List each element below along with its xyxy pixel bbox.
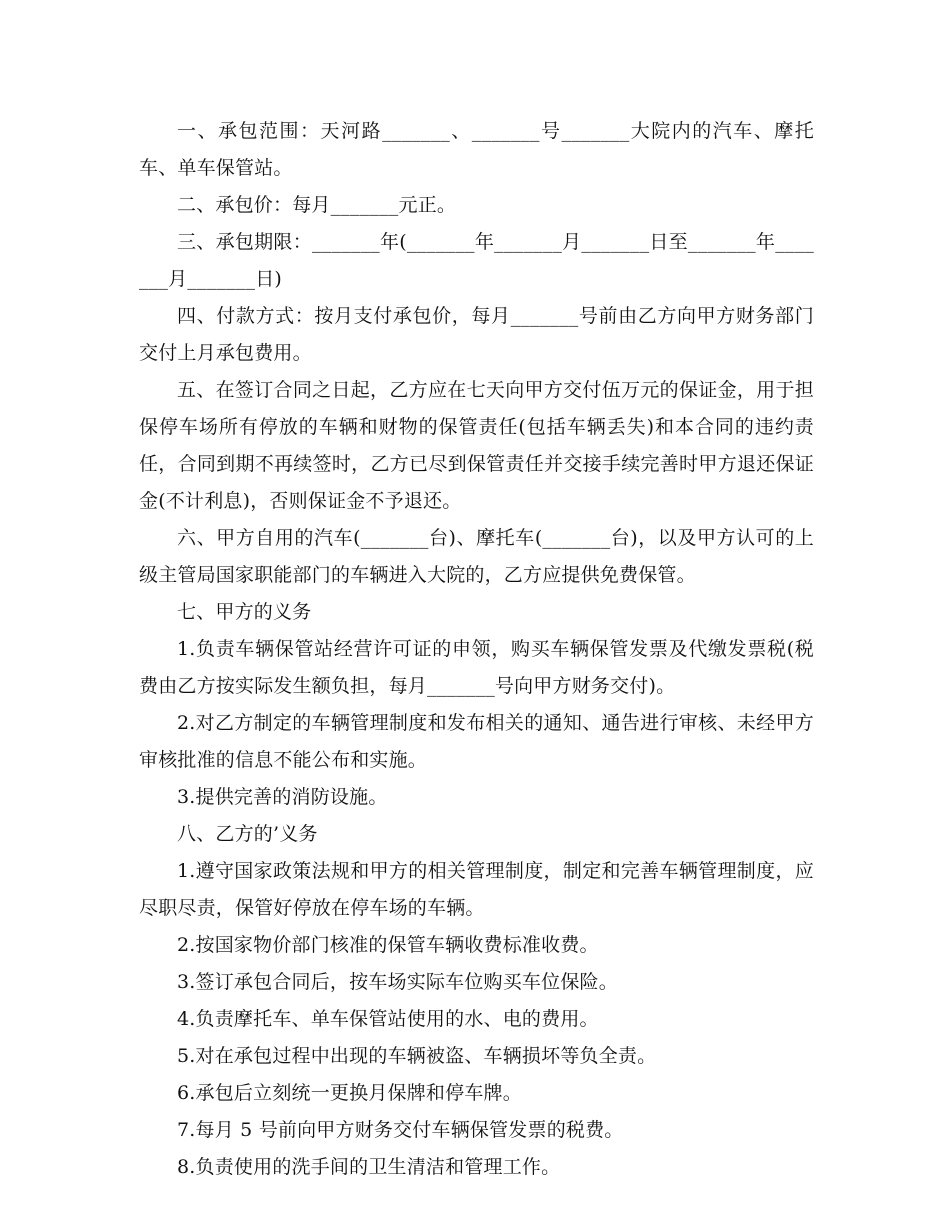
- party-b-duty-item: 7.每月 5 号前向甲方财务交付车辆保管发票的税费。: [177, 1119, 624, 1141]
- section-heading-party-b-duties: 八、乙方的’义务: [177, 823, 318, 845]
- party-b-duty-item: 4.负责摩托车、单车保管站使用的水、电的费用。: [177, 1008, 599, 1030]
- document-page: [139, 113, 814, 1186]
- party-b-duty-item: 2.按国家物价部门核准的保管车辆收费标准收费。: [177, 934, 599, 956]
- party-a-duty-item: 3.提供完善的消防设施。: [177, 786, 388, 808]
- party-a-duty-item: 2.对乙方制定的车辆管理制度和发布相关的通知、通告进行审核、未经甲方审核批准的信息不能公布和实施。: [139, 712, 814, 771]
- section-heading-party-a-duties: 七、甲方的义务: [177, 601, 312, 623]
- clause-scope: 一、承包范围：天河路_______、_______号_______大院内的汽车、摩托车、单车保管站。: [139, 120, 814, 179]
- clause-payment: 四、付款方式：按月支付承包价，每月_______号前由乙方向甲方财务部门交付上月承包费用。: [139, 305, 814, 364]
- party-b-duty-item: 5.对在承包过程中出现的车辆被盗、车辆损坏等负全责。: [177, 1045, 657, 1067]
- party-b-duty-item: 8.负责使用的洗手间的卫生清洁和管理工作。: [177, 1156, 561, 1178]
- clause-term: 三、承包期限：_______年(_______年_______月_______日至_______年_______月_______日): [139, 231, 814, 290]
- party-a-duty-item: 1.负责车辆保管站经营许可证的申领，购买车辆保管发票及代缴发票税(税费由乙方按实际发生额负担，每月_______号向甲方财务交付)。: [139, 638, 814, 697]
- party-b-duty-item: 6.承包后立刻统一更换月保牌和停车牌。: [177, 1082, 522, 1104]
- party-b-duty-item: 3.签订承包合同后，按车场实际车位购买车位保险。: [177, 971, 618, 993]
- clause-deposit: 五、在签订合同之日起，乙方应在七天向甲方交付伍万元的保证金，用于担保停车场所有停放的车辆和财物的保管责任(包括车辆丢失)和本合同的违约责任，合同到期不再续签时，乙方已尽到保管责任并交接手续完善时甲方退还保证金(不计利息)，否则保证金不予退还。: [139, 379, 814, 512]
- party-b-duty-item: 1.遵守国家政策法规和甲方的相关管理制度，制定和完善车辆管理制度，应尽职尽责，保管好停放在停车场的车辆。: [139, 860, 814, 919]
- clause-free-parking: 六、甲方自用的汽车(_______台)、摩托车(_______台)，以及甲方认可的上级主管局国家职能部门的车辆进入大院的，乙方应提供免费保管。: [139, 527, 814, 586]
- clause-price: 二、承包价：每月_______元正。: [177, 194, 457, 216]
